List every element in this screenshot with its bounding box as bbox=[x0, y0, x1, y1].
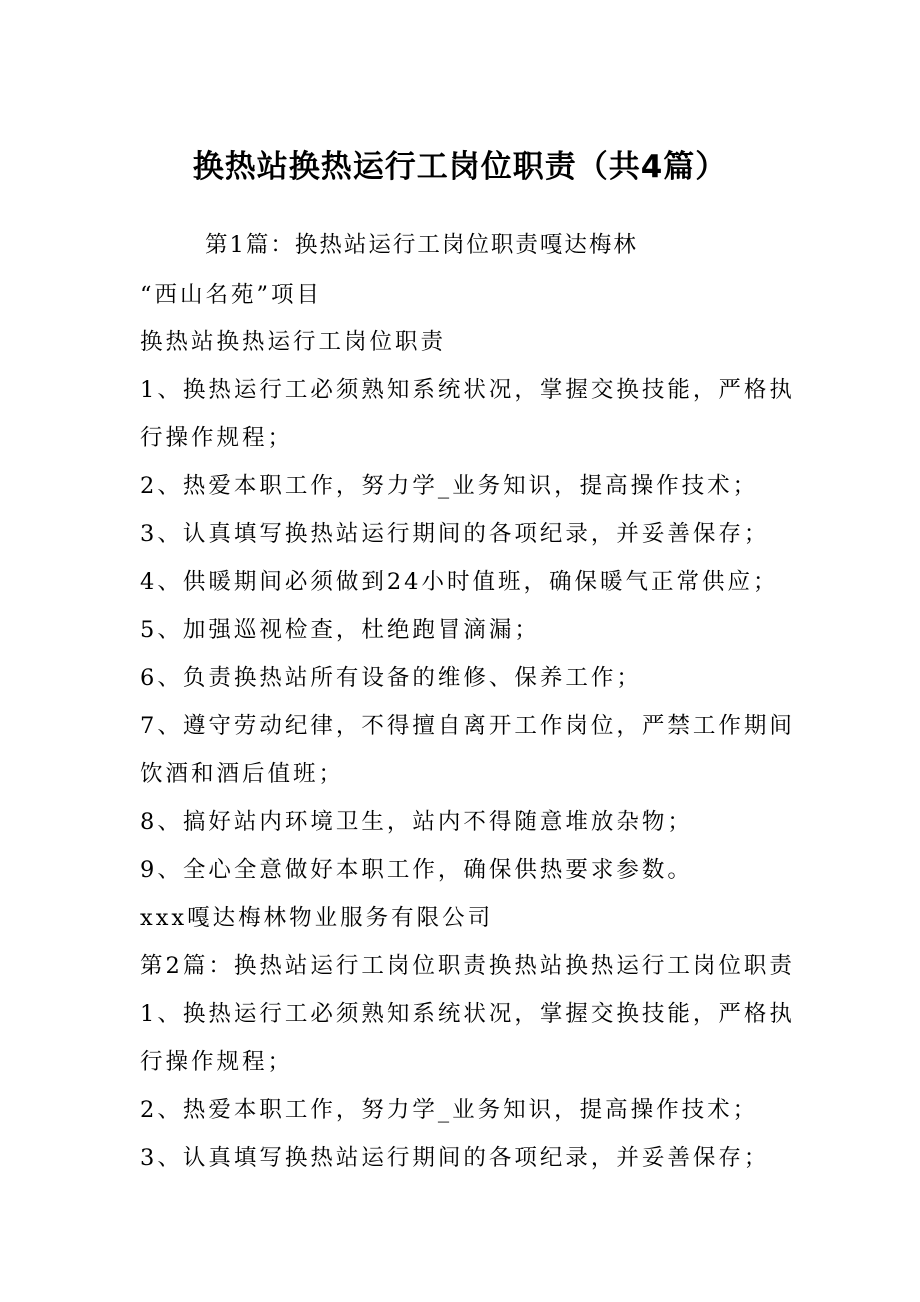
list-item-continuation: 行操作规程； bbox=[140, 1049, 294, 1075]
list-item-continuation: 饮酒和酒后值班； bbox=[140, 761, 345, 787]
list-item: 7、遵守劳动纪律，不得擅自离开工作岗位，严禁工作期间 bbox=[140, 713, 795, 739]
list-item: 4、供暖期间必须做到24小时值班，确保暖气正常供应； bbox=[140, 569, 779, 595]
list-item: 2、热爱本职工作，努力学_业务知识，提高操作技术； bbox=[140, 1097, 759, 1123]
section-1-heading: 第1篇：换热站运行工岗位职责嘎达梅林 bbox=[205, 232, 638, 258]
list-item: 3、认真填写换热站运行期间的各项纪录，并妥善保存； bbox=[140, 1145, 770, 1171]
list-item: 2、热爱本职工作，努力学_业务知识，提高操作技术； bbox=[140, 473, 759, 499]
list-item: 6、负责换热站所有设备的维修、保养工作； bbox=[140, 665, 642, 691]
project-name-line: “西山名苑”项目 bbox=[140, 282, 323, 308]
list-item: 1、换热运行工必须熟知系统状况，掌握交换技能，严格执 bbox=[140, 377, 795, 403]
document-title: 换热站换热运行工岗位职责（共4篇） bbox=[192, 149, 728, 185]
section-2-heading: 第2篇：换热站运行工岗位职责换热站换热运行工岗位职责 bbox=[140, 953, 795, 979]
list-item: 9、全心全意做好本职工作，确保供热要求参数。 bbox=[140, 857, 693, 883]
company-name-line: xxx嘎达梅林物业服务有限公司 bbox=[140, 905, 494, 931]
list-item: 8、搞好站内环境卫生，站内不得随意堆放杂物； bbox=[140, 809, 693, 835]
list-item-continuation: 行操作规程； bbox=[140, 425, 294, 451]
subtitle-line: 换热站换热运行工岗位职责 bbox=[140, 329, 447, 355]
list-item: 5、加强巡视检查，杜绝跑冒滴漏； bbox=[140, 617, 540, 643]
list-item: 1、换热运行工必须熟知系统状况，掌握交换技能，严格执 bbox=[140, 1001, 795, 1027]
list-item: 3、认真填写换热站运行期间的各项纪录，并妥善保存； bbox=[140, 521, 770, 547]
